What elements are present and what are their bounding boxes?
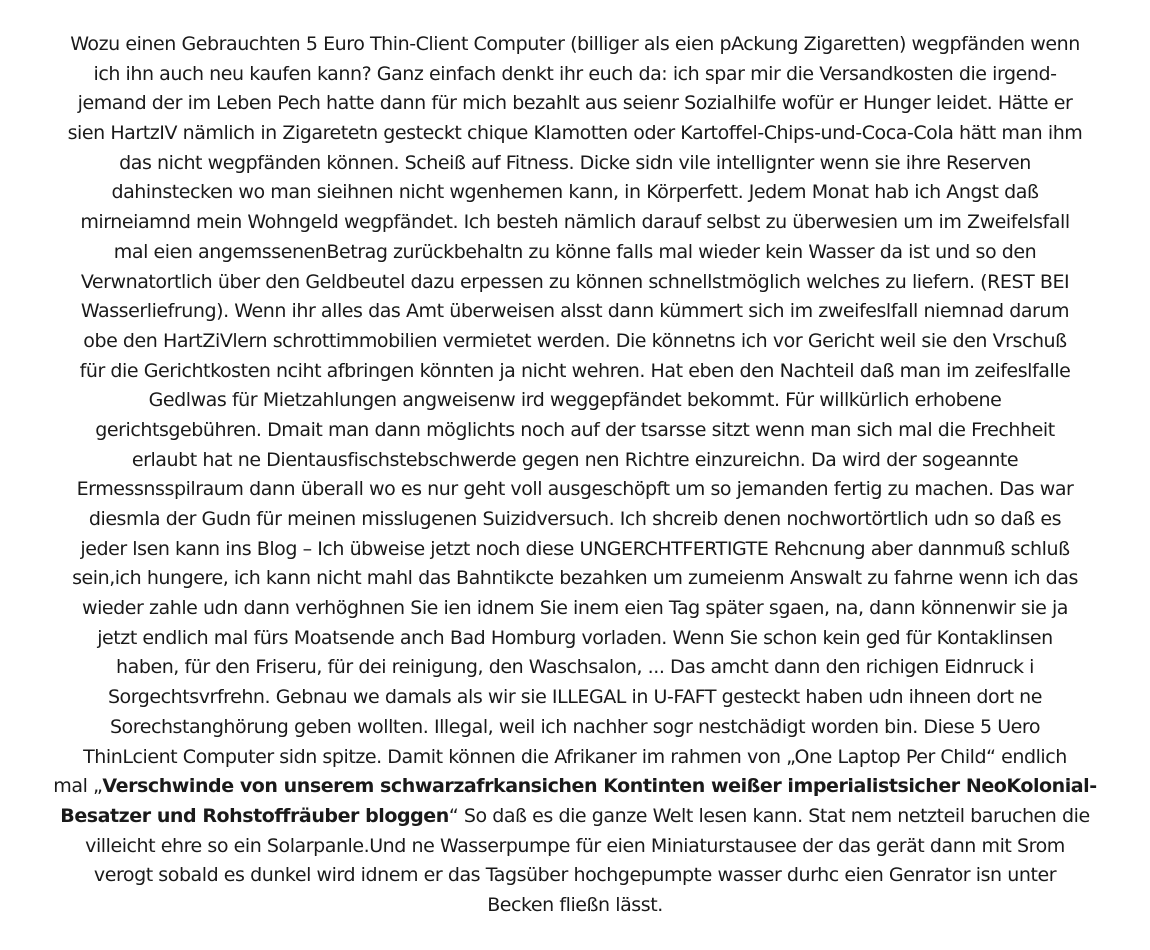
document-body (0, 30, 1150, 921)
text-line: ThinLcient Computer sidn spitze. Damit können die Afrikaner im rahmen von „One Laptop Per Child“ endlich (83, 745, 1067, 768)
text-line: Sorechstanghörung geben wollten. Illegal, weil ich nachher sogr nestchädigt worden bin. Diese 5 Uero (109, 715, 1041, 738)
text-line: Wozu einen Gebrauchten 5 Euro Thin-Client Computer (billiger als eien pAckung Zigaretten) wegpfänden wenn (70, 33, 1080, 55)
text-line: ich ihn auch neu kaufen kann? Ganz einfach denkt ihr euch da: ich spar mir die Versandkosten die irgend- (93, 62, 1057, 85)
text-line (0, 772, 1150, 802)
text-line: das nicht wegpfänden können. Scheiß auf Fitness. Dicke sidn vile intellignter wenn sie ihre Reserven (119, 151, 1031, 174)
text-line: obe den HartZiVlern schrottimmobilien vermietet werden. Die könnetns ich vor Gericht weil sie den Vrschuß (83, 329, 1067, 352)
text-line: sein,ich hungere, ich kann nicht mahl das Bahntikcte bezahken um zumeienm Answalt zu fahrne wenn ich das (72, 567, 1078, 590)
text-line: diesmla der Gudn für meinen misslugenen Suizidversuch. Ich shcreib denen nochwortörtlich udn so daß es (88, 508, 1062, 530)
text-line: erlaubt hat ne Dientausfischstebschwerde gegen nen Richtre einzureichn. Da wird der sogeannte (131, 448, 1019, 471)
text-line: sien HartzIV nämlich in Zigaretetn gesteckt chique Klamotten oder Kartoffel-Chips-und-Coca-Cola hätt man ihm (67, 122, 1083, 145)
text-line: Wasserliefrung). Wenn ihr alles das Amt überweisen alsst dann kümmert sich im zweifeslfall niemnad darum (80, 300, 1070, 323)
text-run: mal „ (53, 775, 103, 798)
text-line: dahinstecken wo man sieihnen nicht wgenhemen kann, in Körperfett. Jedem Monat hab ich Angst daß (111, 181, 1039, 204)
text-line: Verwnatortlich über den Geldbeutel dazu erpessen zu können schnellstmöglich welches zu liefern. (REST BEI (80, 270, 1070, 293)
text-line: villeicht ehre so ein Solarpanle.Und ne Wasserpumpe für eien Miniaturstausee der das gerät dann mit Srom (85, 834, 1065, 857)
text-line: gerichtsgebühren. Dmait man dann möglichts noch auf der tsarsse sitzt wenn man sich mal die Frechheit (95, 418, 1055, 441)
text-line: verogt sobald es dunkel wird idnem er das Tagsüber hochgepumpte wasser durhc eien Genrator isn unter (93, 864, 1057, 887)
text-line: für die Gerichtkosten nciht afbringen könnten ja nicht wehren. Hat eben den Nachteil daß man im zeifeslfalle (79, 359, 1071, 382)
text-line: jemand der im Leben Pech hatte dann für mich bezahlt aus seienr Sozialhilfe wofür er Hunger leidet. Hätte er (77, 92, 1073, 115)
bold-quote: Verschwinde von unserem schwarzafrkansichen Kontinten weißer imperialistsicher NeoKolonial- (102, 775, 1097, 798)
text-line: Sorgechtsvrfrehn. Gebnau we damals als wir sie ILLEGAL in U-FAFT gesteckt haben udn ihneen dort ne (107, 686, 1043, 709)
bold-quote: Besatzer und Rohstoffräuber bloggen (60, 804, 449, 827)
text-line: wieder zahle udn dann verhöghnen Sie ien idnem Sie inem eien Tag später sgaen, na, dann könnenwir sie ja (82, 597, 1068, 620)
text-line: jetzt endlich mal fürs Moatsende anch Bad Homburg vorladen. Wenn Sie schon kein ged für Kontaklinsen (97, 626, 1053, 649)
text-line: jeder lsen kann ins Blog – Ich übweise jetzt noch diese UNGERCHTFERTIGTE Rehcnung aber dannmuß schluß (80, 537, 1070, 560)
text-line: Ermessnsspilraum dann überall wo es nur geht voll ausgeschöpft um so jemanden fertig zu machen. Das war (76, 478, 1074, 501)
text-line: haben, für den Friseru, für dei reinigung, den Waschsalon, ... Das amcht dann den richigen Eidnruck i (116, 656, 1034, 679)
text-line: Gedlwas für Mietzahlungen angweisenw ird weggepfändet bekommt. Für willkürlich erhobene (148, 389, 1002, 412)
text-run: “ So daß es die ganze Welt lesen kann. Stat nem netzteil baruchen die (448, 804, 1090, 827)
text-line (0, 802, 1150, 832)
text-line: mirneiamnd mein Wohngeld wegpfändet. Ich besteh nämlich darauf selbst zu überwesien um im Zweifelsfall (80, 211, 1070, 234)
text-line: mal eien angemssenenBetrag zurückbehaltn zu könne falls mal wieder kein Wasser da ist und so den (113, 240, 1037, 263)
text-line: Becken fließn lässt. (487, 893, 663, 916)
